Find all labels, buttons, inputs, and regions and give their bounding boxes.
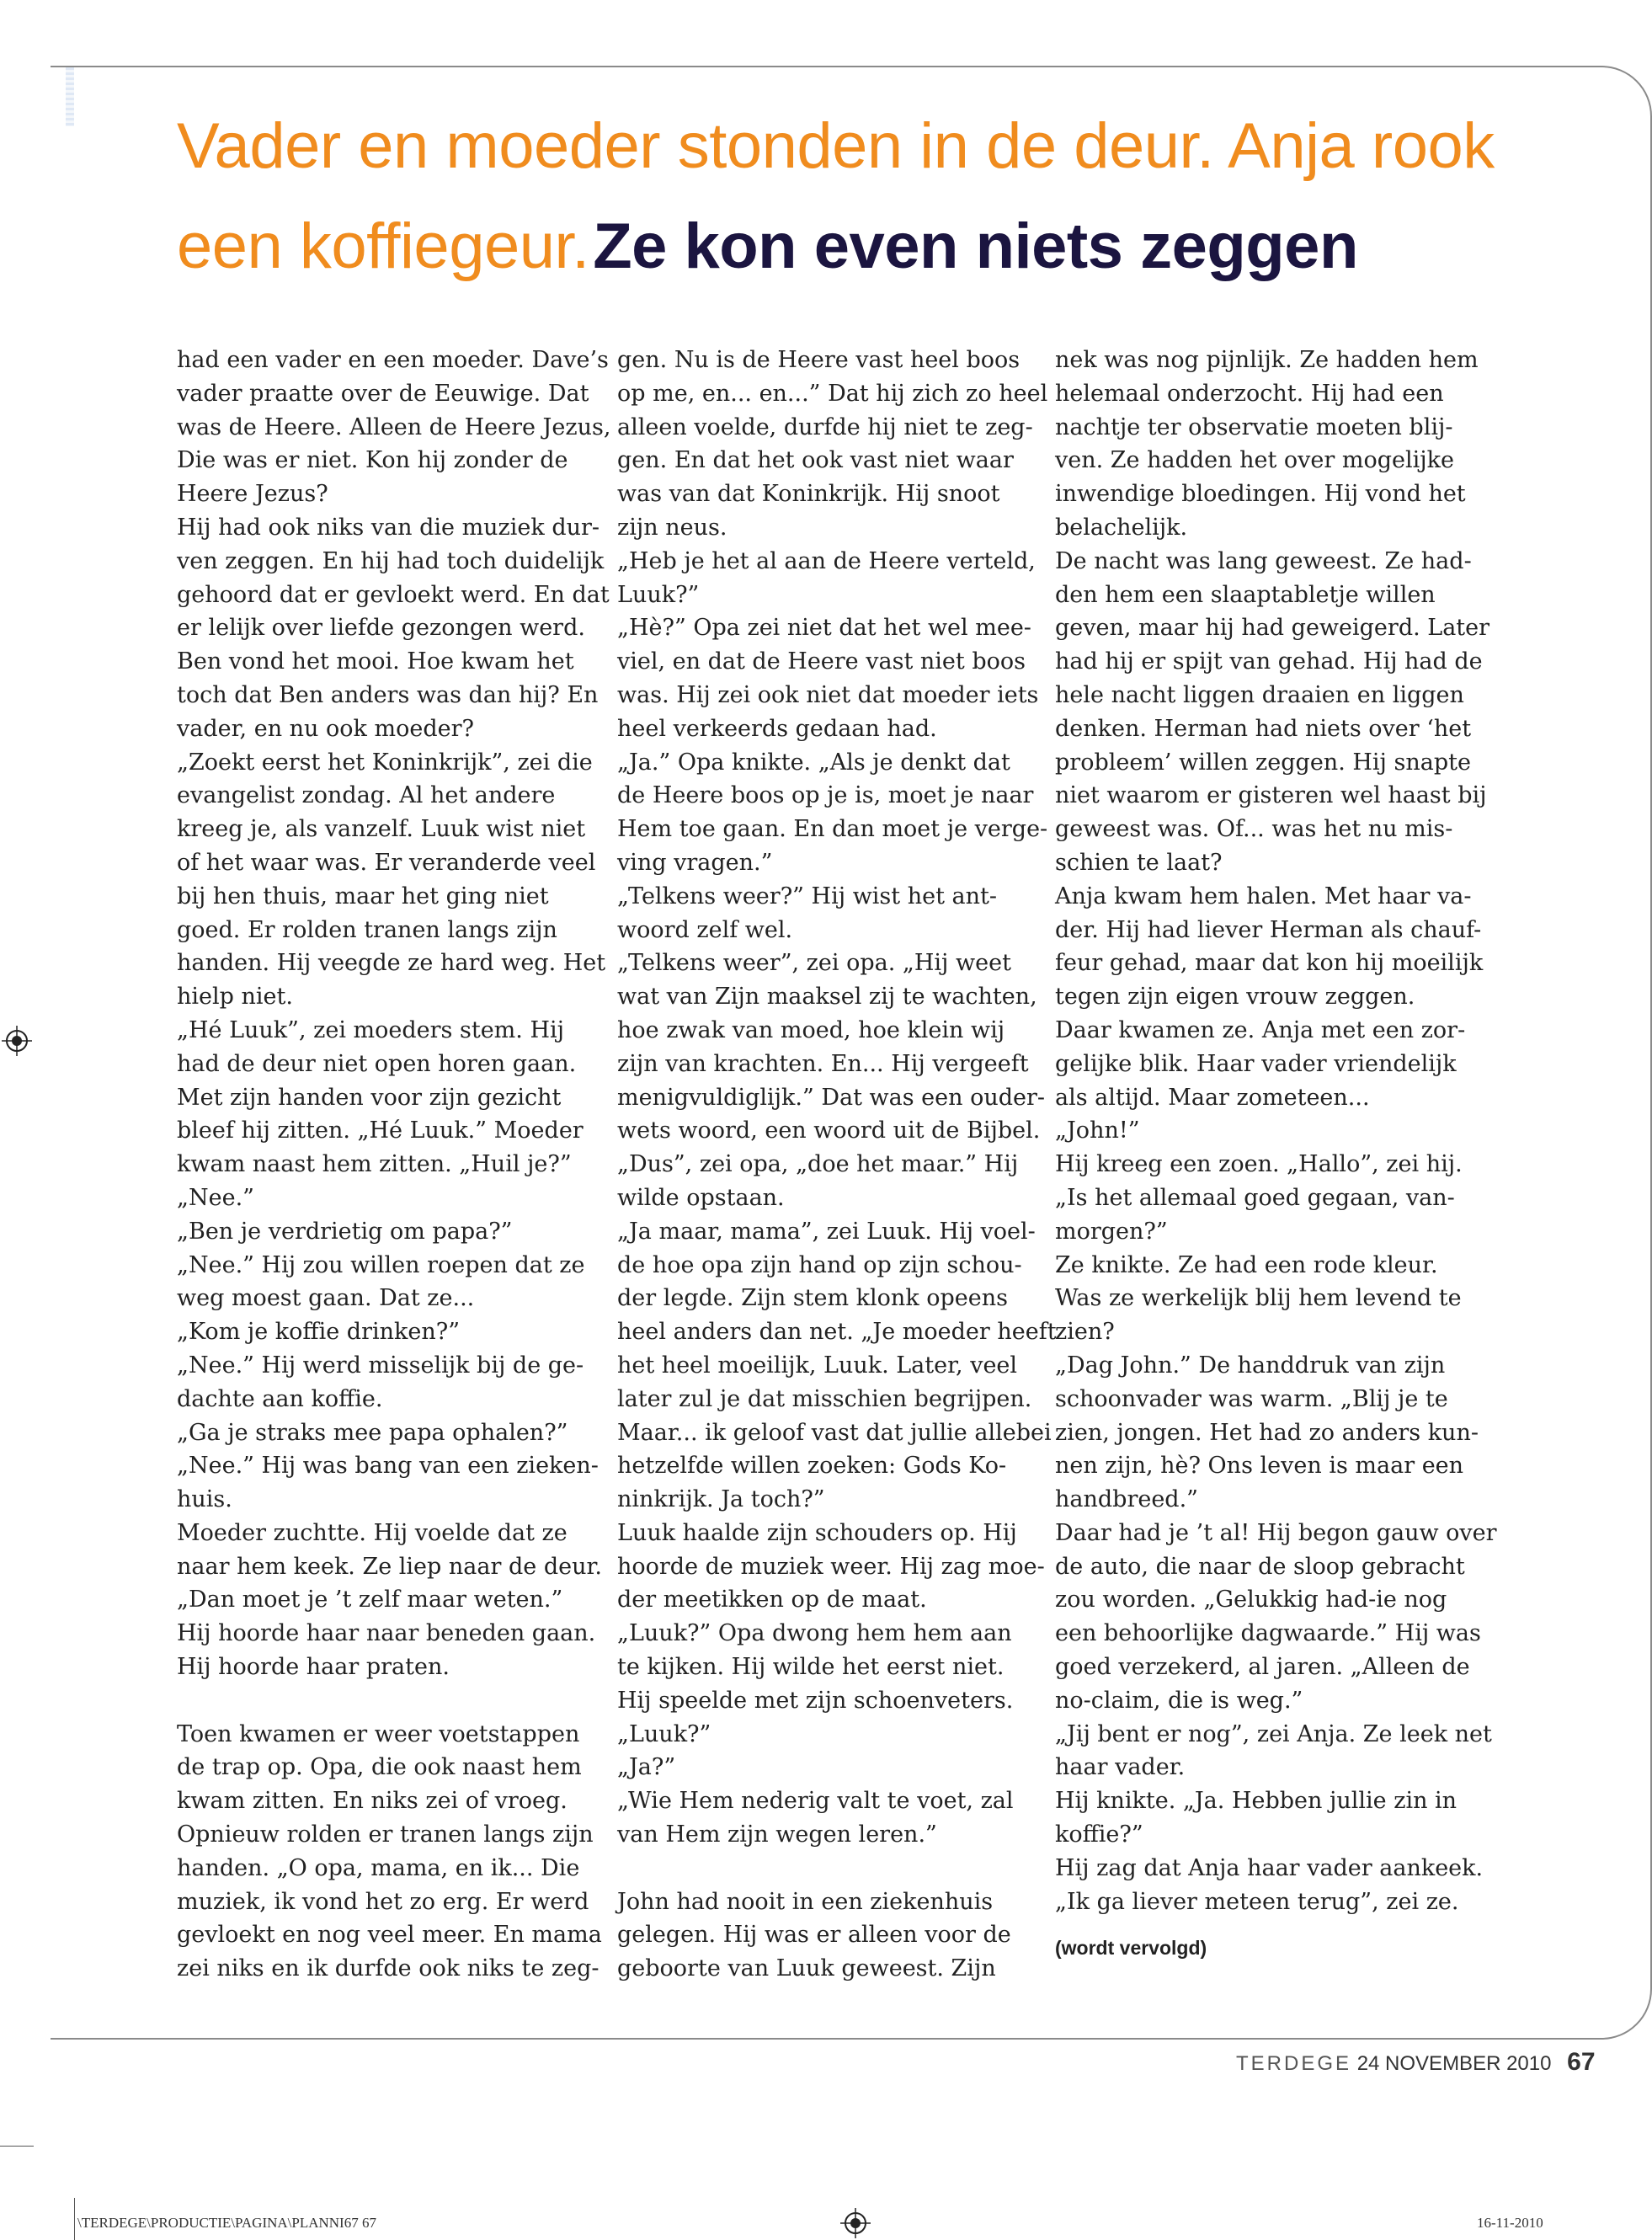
- text-line: Opnieuw rolden er tranen langs zijn: [177, 1821, 594, 1848]
- text-line: Maar... ik geloof vast dat jullie allebei: [617, 1419, 1052, 1446]
- text-line: denken. Herman had niets over ‘het: [1055, 715, 1472, 742]
- text-line: „Dus”, zei opa, „doe het maar.” Hij: [617, 1151, 1019, 1178]
- text-line: belachelijk.: [1055, 514, 1188, 541]
- headline-bold: Ze kon even niets zeggen: [593, 211, 1358, 282]
- text-line: toch dat Ben anders was dan hij? En: [177, 681, 599, 708]
- text-line: „Ik ga liever meteen terug”, zei ze.: [1055, 1888, 1459, 1915]
- issue-date: 24 NOVEMBER 2010: [1356, 2052, 1552, 2075]
- text-line: naar hem keek. Ze liep naar de deur.: [177, 1553, 602, 1580]
- text-line: zijn van krachten. En... Hij vergeeft: [617, 1050, 1029, 1077]
- text-line: handbreed.”: [1055, 1486, 1198, 1513]
- text-line: zijn neus.: [617, 514, 727, 541]
- text-line: van Hem zijn wegen leren.”: [617, 1821, 937, 1848]
- text-line: „Kom je koffie drinken?”: [177, 1319, 461, 1346]
- text-line: Was ze werkelijk blij hem levend te: [1055, 1285, 1462, 1312]
- text-line: „Nee.” Hij zou willen roepen dat ze: [177, 1251, 585, 1278]
- text-line: zien, jongen. Het had zo anders kun-: [1055, 1419, 1479, 1446]
- text-column-3: [1055, 344, 1497, 1965]
- text-line: schien te laat?: [1055, 849, 1223, 876]
- text-line: ninkrijk. Ja toch?”: [617, 1486, 825, 1513]
- text-line: te kijken. Hij wilde het eerst niet.: [617, 1654, 1005, 1681]
- text-line: den hem een slaaptabletje willen: [1055, 581, 1436, 608]
- crop-mark: [74, 2198, 75, 2240]
- text-line: vader praatte over de Eeuwige. Dat: [177, 380, 589, 407]
- magazine-name: TERDEGE: [1236, 2052, 1352, 2075]
- text-line: hele nacht liggen draaien en liggen: [1055, 681, 1464, 708]
- text-line: een behoorlijke dagwaarde.” Hij was: [1055, 1620, 1481, 1647]
- text-line: was van dat Koninkrijk. Hij snoot: [617, 481, 1000, 508]
- text-line: gen. Nu is de Heere vast heel boos: [617, 347, 1021, 373]
- text-line: Anja kwam hem halen. Met haar va-: [1055, 883, 1472, 909]
- text-line: De nacht was lang geweest. Ze had-: [1055, 547, 1472, 574]
- text-column-1: [177, 344, 611, 1986]
- text-line: Luuk haalde zijn schouders op. Hij: [617, 1519, 1017, 1546]
- text-line: Heere Jezus?: [177, 481, 328, 508]
- text-line: ving vragen.”: [617, 849, 773, 876]
- text-line: no-claim, die is weg.”: [1055, 1687, 1303, 1714]
- text-line: Toen kwamen er weer voetstappen: [177, 1720, 580, 1747]
- text-line: hetzelfde willen zoeken: Gods Ko-: [617, 1453, 1007, 1480]
- page-footer: [1236, 2048, 1596, 2077]
- text-line: hoorde de muziek weer. Hij zag moe-: [617, 1553, 1045, 1580]
- text-line: Die was er niet. Kon hij zonder de: [177, 447, 568, 474]
- text-line: Daar had je ’t al! Hij begon gauw over: [1055, 1519, 1497, 1546]
- text-line: bij hen thuis, maar het ging niet: [177, 883, 549, 909]
- text-line: kwam naast hem zitten. „Huil je?”: [177, 1151, 572, 1178]
- text-line: Hij zag dat Anja haar vader aankeek.: [1055, 1854, 1484, 1881]
- text-line: Hij had ook niks van die muziek dur-: [177, 514, 600, 541]
- text-line: Daar kwamen ze. Anja met een zor-: [1055, 1016, 1466, 1043]
- text-line: „Ja.” Opa knikte. „Als je denkt dat: [617, 749, 1010, 776]
- text-line: tegen zijn eigen vrouw zeggen.: [1055, 984, 1415, 1011]
- text-line: wilde opstaan.: [617, 1184, 785, 1211]
- text-line: „Ja maar, mama”, zei Luuk. Hij voel-: [617, 1218, 1036, 1245]
- text-line: er lelijk over liefde gezongen werd.: [177, 615, 585, 642]
- text-line: goed verzekerd, al jaren. „Alleen de: [1055, 1654, 1470, 1681]
- text-line: „Dan moet je ’t zelf maar weten.”: [177, 1587, 563, 1613]
- text-line: helemaal onderzocht. Hij had een: [1055, 380, 1444, 407]
- text-line: op me, en... en...” Dat hij zich zo heel: [617, 380, 1048, 407]
- text-line: zei niks en ik durfde ook niks te zeg-: [177, 1955, 600, 1982]
- text-line: niet waarom er gisteren wel haast bij: [1055, 782, 1487, 809]
- text-line: ven zeggen. En hij had toch duidelijk: [177, 547, 605, 574]
- text-line: „Heb je het al aan de Heere verteld,: [617, 547, 1036, 574]
- text-line: gelegen. Hij was er alleen voor de: [617, 1922, 1011, 1949]
- text-line: wets woord, een woord uit de Bijbel.: [617, 1117, 1041, 1144]
- text-line: kwam zitten. En niks zei of vroeg.: [177, 1788, 568, 1815]
- text-column-2: [617, 344, 1057, 1986]
- text-line: had hij er spijt van gehad. Hij had de: [1055, 648, 1483, 675]
- text-line: de trap op. Opa, die ook naast hem: [177, 1754, 582, 1781]
- text-line: „Telkens weer?” Hij wist het ant-: [617, 883, 997, 909]
- text-line: Hij knikte. „Ja. Hebben jullie zin in: [1055, 1788, 1457, 1815]
- text-line: bleef hij zitten. „Hé Luuk.” Moeder: [177, 1117, 584, 1144]
- text-line: gen. En dat het ook vast niet waar: [617, 447, 1014, 474]
- text-line: „Nee.” Hij was bang van een zieken-: [177, 1453, 599, 1480]
- text-line: „Dag John.” De handdruk van zijn: [1055, 1352, 1446, 1379]
- text-line: „Is het allemaal goed gegaan, van-: [1055, 1184, 1455, 1211]
- text-line: Met zijn handen voor zijn gezicht: [177, 1084, 562, 1111]
- text-line: schoonvader was warm. „Blij je te: [1055, 1385, 1448, 1412]
- text-line: morgen?”: [1055, 1218, 1168, 1245]
- text-line: „John!”: [1055, 1117, 1140, 1144]
- text-line: „Telkens weer”, zei opa. „Hij weet: [617, 950, 1011, 977]
- text-line: Ben vond het mooi. Hoe kwam het: [177, 648, 574, 675]
- text-line: menigvuldiglijk.” Dat was een ouder-: [617, 1084, 1046, 1111]
- text-line: Ze knikte. Ze had een rode kleur.: [1055, 1251, 1438, 1278]
- text-line: der. Hij had liever Herman als chauf-: [1055, 916, 1482, 943]
- text-line: Moeder zuchtte. Hij voelde dat ze: [177, 1519, 568, 1546]
- text-line: Hij hoorde haar naar beneden gaan.: [177, 1620, 596, 1647]
- text-line: „Jij bent er nog”, zei Anja. Ze leek net: [1055, 1720, 1492, 1747]
- text-line: later zul je dat misschien begrijpen.: [617, 1385, 1032, 1412]
- crop-mark: [0, 2146, 34, 2147]
- text-line: de auto, die naar de sloop gebracht: [1055, 1553, 1465, 1580]
- text-line: „Nee.” Hij werd misselijk bij de ge-: [177, 1352, 584, 1379]
- text-line: gevloekt en nog veel meer. En mama: [177, 1922, 602, 1949]
- text-line: „Wie Hem nederig valt te voet, zal: [617, 1788, 1014, 1815]
- text-line: Hem toe gaan. En dan moet je verge-: [617, 816, 1048, 843]
- page-number: 67: [1567, 2048, 1596, 2076]
- text-line: Hij hoorde haar praten.: [177, 1654, 450, 1681]
- text-line: gelijke blik. Haar vader vriendelijk: [1055, 1050, 1457, 1077]
- text-line: zien?: [1055, 1319, 1115, 1346]
- text-line: heel verkeerds gedaan had.: [617, 715, 937, 742]
- text-line: weg moest gaan. Dat ze...: [177, 1285, 475, 1312]
- text-line: was. Hij zei ook niet dat moeder iets: [617, 681, 1039, 708]
- text-line: geweest was. Of... was het nu mis-: [1055, 816, 1453, 843]
- text-line: evangelist zondag. Al het andere: [177, 782, 556, 809]
- text-line: geboorte van Luuk geweest. Zijn: [617, 1955, 996, 1982]
- text-line: „Ben je verdrietig om papa?”: [177, 1218, 513, 1245]
- text-line: der meetikken op de maat.: [617, 1587, 927, 1613]
- text-line: wat van Zijn maaksel zij te wachten,: [617, 984, 1037, 1011]
- text-line: had de deur niet open horen gaan.: [177, 1050, 577, 1077]
- paragraph-gap: [617, 1852, 1034, 1885]
- to-be-continued: (wordt vervolgd): [1055, 1937, 1207, 1960]
- text-line: koffie?”: [1055, 1821, 1143, 1848]
- text-line: „Hé Luuk”, zei moeders stem. Hij: [177, 1016, 565, 1043]
- text-line: Hij speelde met zijn schoenveters.: [617, 1687, 1014, 1714]
- text-line: probleem’ willen zeggen. Hij snapte: [1055, 749, 1471, 776]
- text-line: „Luuk?”: [617, 1720, 711, 1747]
- text-line: hoe zwak van moed, hoe klein wij: [617, 1016, 1005, 1043]
- text-line: nek was nog pijnlijk. Ze hadden hem: [1055, 347, 1479, 373]
- text-line: handen. Hij veegde ze hard weg. Het: [177, 950, 606, 977]
- headline: [177, 105, 1524, 306]
- text-line: inwendige bloedingen. Hij vond het: [1055, 481, 1466, 508]
- text-line: ven. Ze hadden het over mogelijke: [1055, 447, 1454, 474]
- text-line: Hij kreeg een zoen. „Hallo”, zei hij.: [1055, 1151, 1463, 1178]
- color-bar-strip: [66, 67, 74, 126]
- text-line: alleen voelde, durfde hij niet te zeg-: [617, 413, 1033, 440]
- text-line: „Ga je straks mee papa ophalen?”: [177, 1419, 568, 1446]
- text-line: der legde. Zijn stem klonk opeens: [617, 1285, 1009, 1312]
- text-line: handen. „O opa, mama, en ik... Die: [177, 1854, 580, 1881]
- text-line: huis.: [177, 1486, 232, 1513]
- text-line: „Ja?”: [617, 1754, 676, 1781]
- text-line: feur gehad, maar dat kon hij moeilijk: [1055, 950, 1484, 977]
- text-line: zou worden. „Gelukkig had-ie nog: [1055, 1587, 1447, 1613]
- text-line: de Heere boos op je is, moet je naar: [617, 782, 1034, 809]
- text-line: nachtje ter observatie moeten blij-: [1055, 413, 1453, 440]
- text-line: „Hè?” Opa zei niet dat het wel mee-: [617, 615, 1031, 642]
- text-line: had een vader en een moeder. Dave’s: [177, 347, 609, 373]
- text-line: muziek, ik vond het zo erg. Er werd: [177, 1888, 589, 1915]
- text-line: geven, maar hij had geweigerd. Later: [1055, 615, 1490, 642]
- text-line: woord zelf wel.: [617, 916, 793, 943]
- text-line: viel, en dat de Heere vast niet boos: [617, 648, 1026, 675]
- registration-mark-icon: [840, 2208, 871, 2238]
- text-line: haar vader.: [1055, 1754, 1186, 1781]
- text-line: heel anders dan net. „Je moeder heeft: [617, 1319, 1057, 1346]
- text-line: goed. Er rolden tranen langs zijn: [177, 916, 557, 943]
- text-line: Luuk?”: [617, 581, 700, 608]
- text-line: het heel moeilijk, Luuk. Later, veel: [617, 1352, 1018, 1379]
- paragraph-gap: [177, 1684, 594, 1718]
- text-line: was de Heere. Alleen de Heere Jezus,: [177, 413, 611, 440]
- text-line: vader, en nu ook moeder?: [177, 715, 474, 742]
- print-slug-date: 16-11-2010: [1477, 2215, 1543, 2231]
- print-slug-path: \TERDEGE\PRODUCTIE\PAGINA\PLANNI67 67: [77, 2215, 376, 2231]
- text-line: dachte aan koffie.: [177, 1385, 383, 1412]
- text-line: gehoord dat er gevloekt werd. En dat: [177, 581, 610, 608]
- text-line: hielp niet.: [177, 984, 293, 1011]
- text-line: „Nee.”: [177, 1184, 254, 1211]
- text-line: als altijd. Maar zometeen...: [1055, 1084, 1370, 1111]
- text-line: of het waar was. Er veranderde veel: [177, 849, 596, 876]
- text-line: de hoe opa zijn hand op zijn schou-: [617, 1251, 1022, 1278]
- headline-light: Vader en moeder stonden in de deur. Anja rook een koffiegeur.: [177, 110, 1495, 282]
- text-line: John had nooit in een ziekenhuis: [617, 1888, 994, 1915]
- text-line: „Zoekt eerst het Koninkrijk”, zei die: [177, 749, 593, 776]
- text-line: nen zijn, hè? Ons leven is maar een: [1055, 1453, 1464, 1480]
- text-line: kreeg je, als vanzelf. Luuk wist niet: [177, 816, 586, 843]
- text-line: „Luuk?” Opa dwong hem hem aan: [617, 1620, 1012, 1647]
- registration-mark-icon: [2, 1026, 32, 1056]
